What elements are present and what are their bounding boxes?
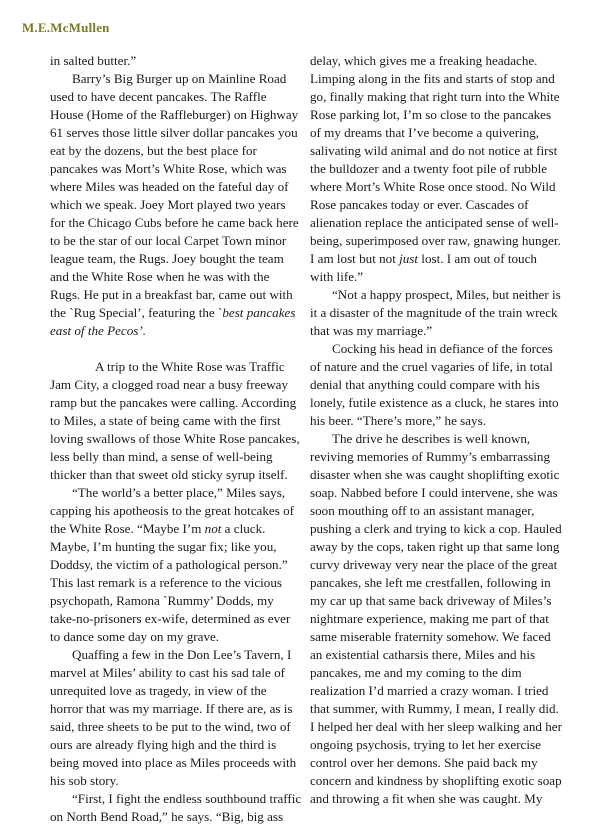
paragraph: in salted butter.” [50,53,137,68]
paragraph: “The world’s a better place,” Miles says, capping his apotheosis to the great hotcakes of the White Rose. “Maybe I’m not a cluck. Maybe, I’m hunting the sugar fix; like you, Doddsy, the victim of a pathological person.” This last remark is a reference to the vicious psychopath, Ramona `Rummy’ Dodds, my take-no-prisoners ex-wife, determined as ever to dance some day on my grave. [50,485,294,644]
paragraph: “First, I fight the endless southbound traffic on North Bend Road,” he says. “Big, big ass [50,791,302,824]
paragraph: The drive he describes is well known, reviving memories of Rummy’s embarrassing disaster when she was caught shoplifting exotic soap. Nabbed before I could intervene, she was soon mouthing off to an assistant manager, pushing a clerk and trying to kick a cop. Hauled away by the cops, taken right up that same long curvy driveway very near the place of the great pancakes, she left me crestfallen, following in my car up that same back driveway of Miles’s nightmare experience, making me part of that same miserable fraternity somehow. We faced an existential catharsis there, Miles and his pancakes, me and my coming to the dim realization I’d married a crazy woman. I tried that summer, with Rummy, I mean, I really did. I helped her deal with her sleep walking and her ongoing psychosis, trying to let her exercise control over her demons. She paid back my concern and kindness by shoplifting exotic soap and throwing a fit when she was caught. My [310,431,562,806]
paragraph: Cocking his head in defiance of the forces of nature and the cruel vagaries of life, in total denial that anything could compare with his lonely, futile existence as a cluck, he stares into his beer. “There’s more,” he says. [310,341,559,428]
running-header-author: M.E.McMullen [22,20,110,35]
paragraph: Quaffing a few in the Don Lee’s Tavern, I marvel at Miles’ ability to cast his sad tale of unrequited love as tragedy, in view of the horror that was my marriage. If there are, as is said, three sheets to be put to the wind, two of ours are already flying high and the third is being moved into place as Miles proceeds with his sob story. [50,647,297,788]
left-text-column [50,52,302,826]
right-text-column [310,52,562,808]
paragraph: delay, which gives me a freaking headache. Limping along in the fits and starts of stop and go, finally making that right turn into the White Rose parking lot, I’m so close to the pancakes of my dreams that I’ve become a quivering, salivating wild animal and do not notice at first the bulldozer and a twenty foot pile of rubble where Mort’s White Rose once stood. No Wild Rose pancakes today or ever. Cascades of alienation replace the anticipated sense of well-being, superimposed over raw, gnawing hunger. I am lost but not just lost. I am out of touch with life.” [310,53,561,284]
paragraph: “Not a happy prospect, Miles, but neither is it a disaster of the magnitude of the train wreck that was my marriage.” [310,287,561,338]
paragraph: Barry’s Big Burger up on Mainline Road used to have decent pancakes. The Raffle House (Home of the Raffleburger) on Highway 61 serves those little silver dollar pancakes you eat by the dozens, but the best place for pancakes was Mort’s White Rose, which was where Miles was headed on the fateful day of which we speak. Joey Mort played two years for the Chicago Cubs before he came back here to be the star of our local Carpet Town minor league team, the Rugs. Joey bought the team and the White Rose when he was with the Rugs. He put in a breakfast bar, came out with the `Rug Special’, featuring the `best pancakes east of the Pecos’. [50,71,299,338]
paragraph: A trip to the White Rose was Traffic Jam City, a clogged road near a busy freeway ramp but the pancakes were calling. According to Miles, a state of being came with the first loving swallows of those White Rose pancakes, less belly than mind, a sense of well-being thicker than that sweet old sticky syrup itself. [50,359,300,482]
